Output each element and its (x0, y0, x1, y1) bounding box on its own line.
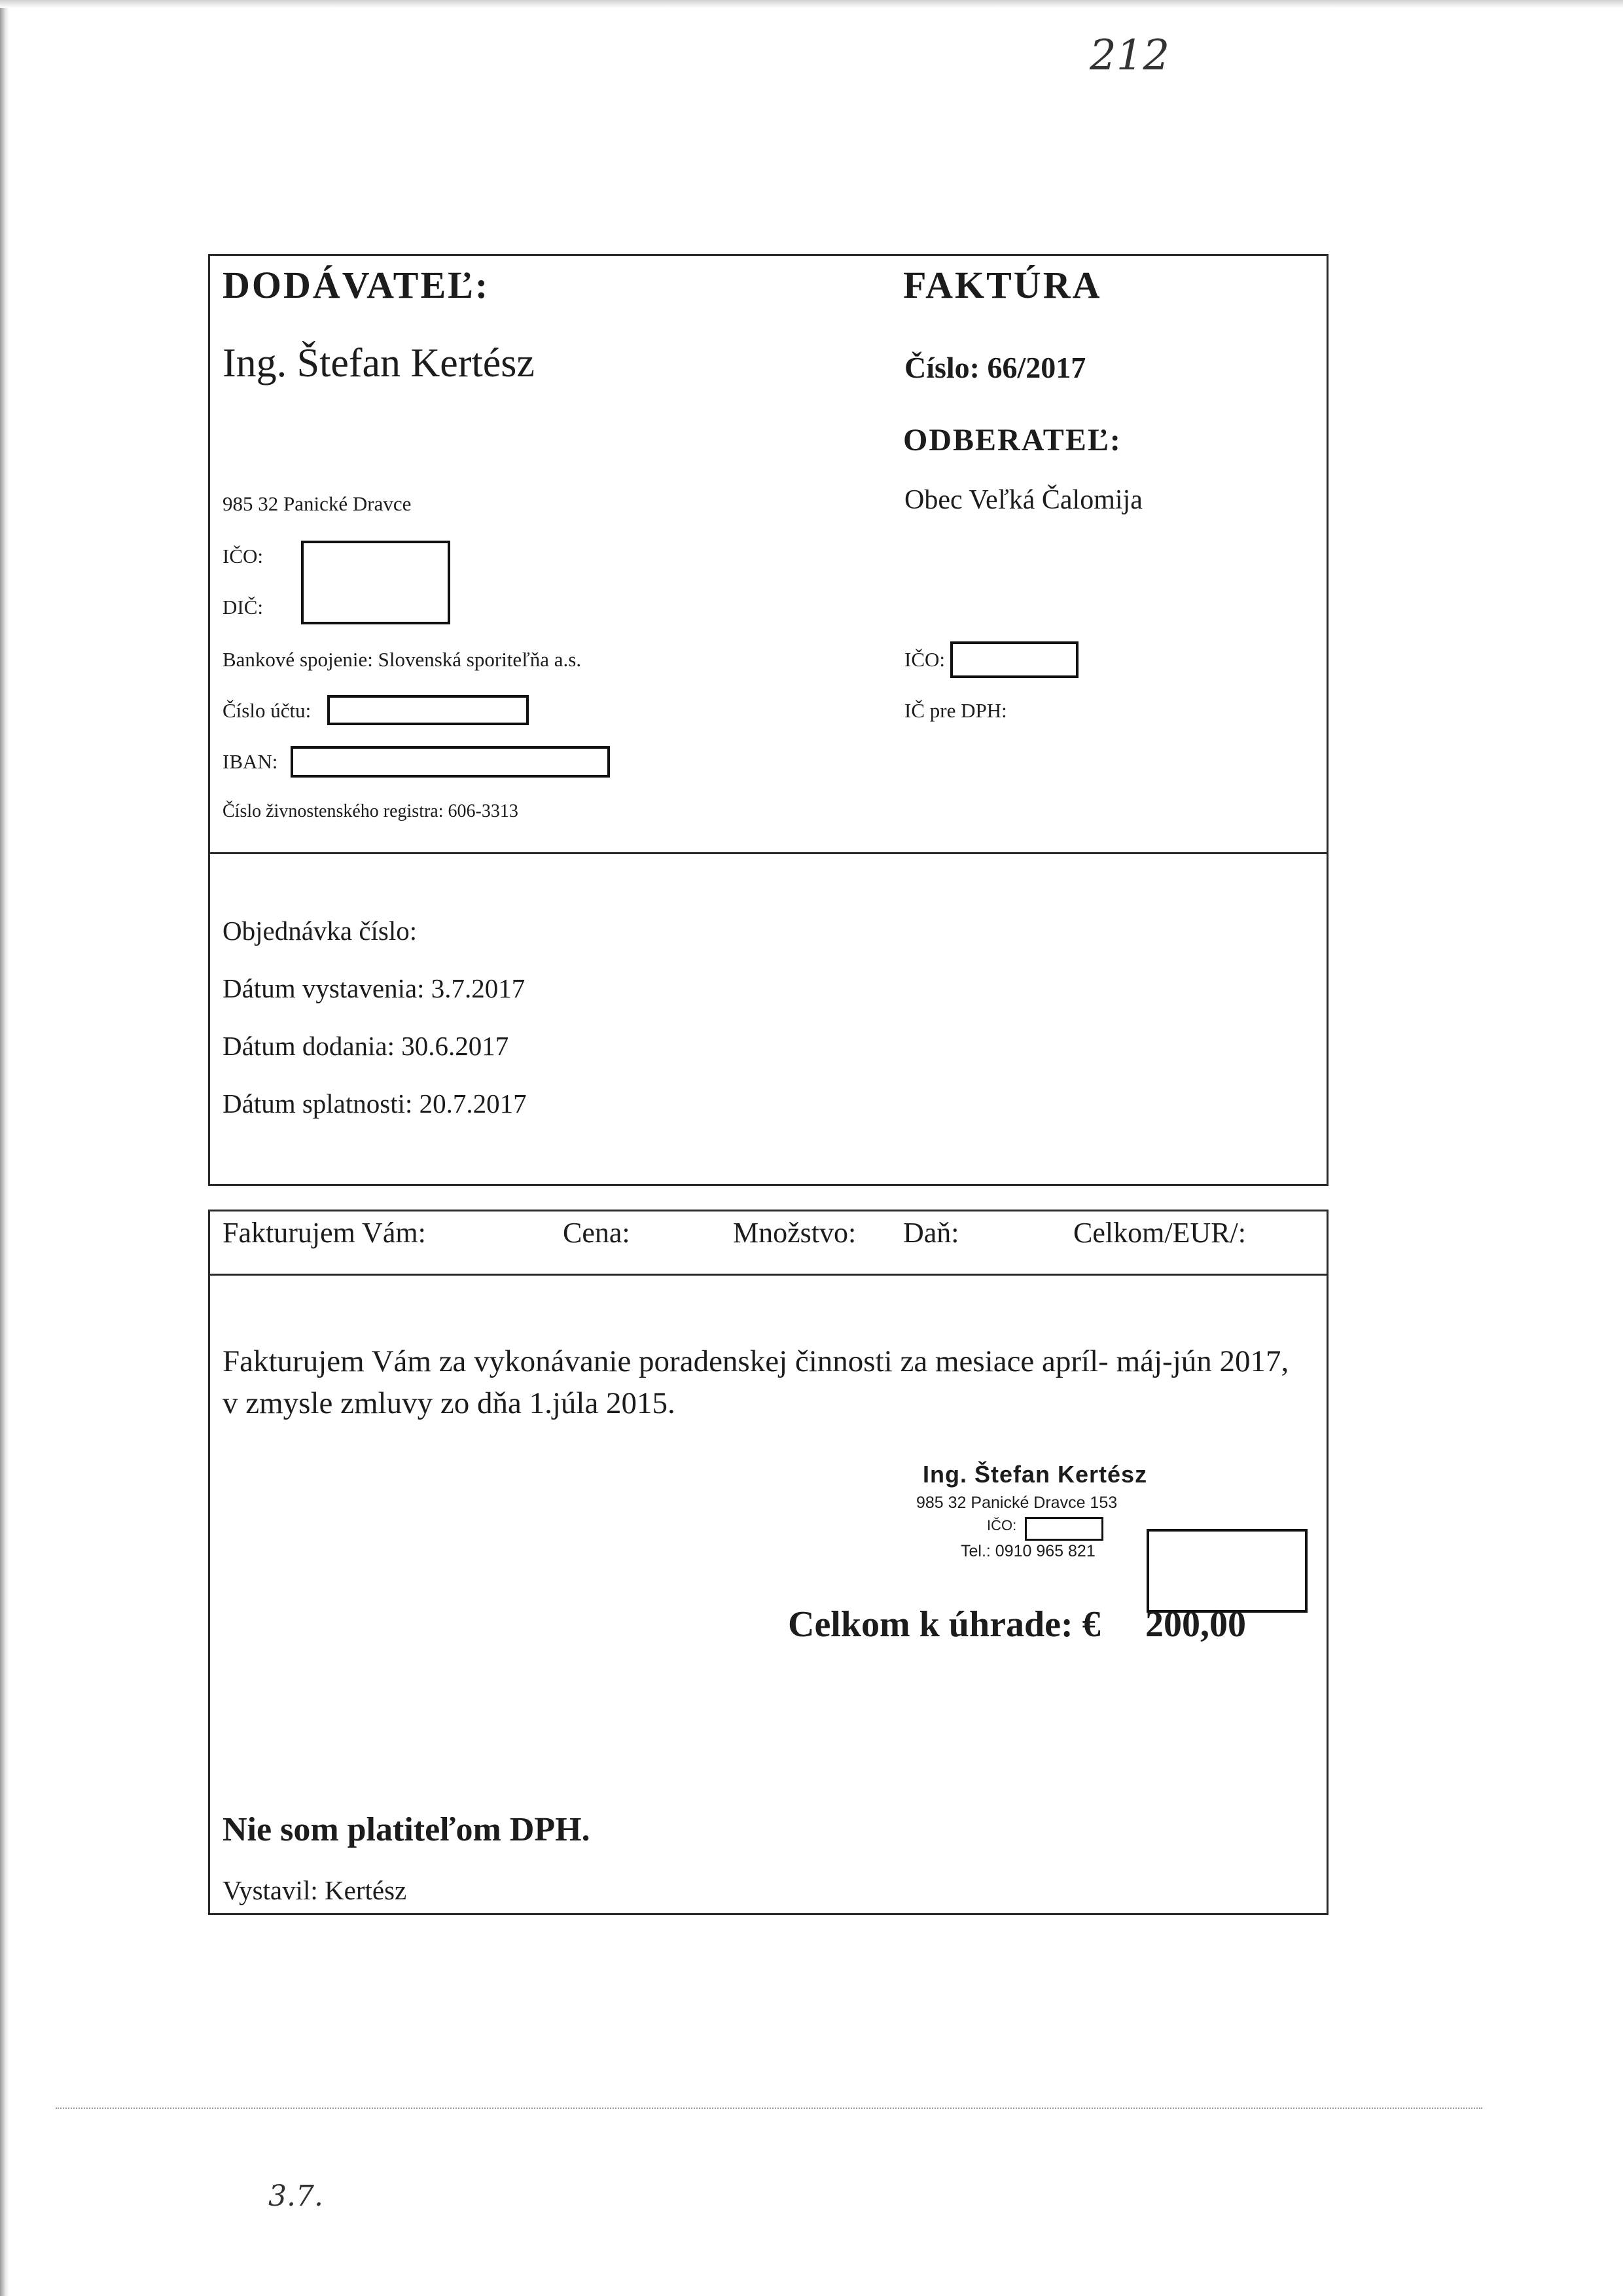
supplier-bank: Bankové spojenie: Slovenská sporiteľňa a.s. (223, 648, 582, 671)
scan-line (56, 2108, 1482, 2109)
stamp-name: Ing. Štefan Kertész (923, 1461, 1148, 1488)
scan-edge (0, 0, 9, 2296)
header-tax: Daň: (903, 1217, 959, 1249)
redacted-customer-ico (950, 641, 1079, 678)
stamp-ico-label: IČO: (987, 1517, 1017, 1534)
items-header-divider (208, 1274, 1329, 1276)
dates-box (208, 852, 1329, 1186)
invoice-heading: FAKTÚRA (903, 264, 1102, 306)
redacted-supplier-ids (301, 541, 450, 624)
header-description: Fakturujem Vám: (223, 1217, 426, 1249)
vat-note: Nie som platiteľom DPH. (223, 1811, 590, 1848)
item-description: Fakturujem Vám za vykonávanie poradenskej činnosti za mesiace apríl- máj-jún 2017, v zmysle zmluvy zo dňa 1.júla 2015. (223, 1344, 1289, 1420)
supplier-ico-label: IČO: (223, 545, 263, 567)
supplier-account-label: Číslo účtu: (223, 699, 312, 722)
redacted-iban (291, 746, 610, 778)
customer-ico-label: IČO: (904, 648, 945, 671)
handwritten-page-number: 212 (1090, 31, 1170, 80)
header-quantity: Množstvo: (733, 1217, 857, 1249)
customer-heading: ODBERATEĽ: (903, 423, 1122, 457)
supplier-iban-label: IBAN: (223, 750, 278, 773)
supplier-heading: DODÁVATEĽ: (223, 264, 490, 306)
customer-name: Obec Veľká Čalomija (904, 485, 1143, 515)
supplier-address: 985 32 Panické Dravce (223, 492, 412, 515)
delivery-date: Dátum dodania: 30.6.2017 (223, 1031, 509, 1061)
total-amount: 200,00 (1145, 1604, 1246, 1645)
redacted-account-number (327, 695, 529, 725)
header-total: Celkom/EUR/: (1073, 1217, 1246, 1249)
scan-edge-top (0, 0, 1623, 8)
total-label: Celkom k úhrade: € (788, 1604, 1101, 1645)
trade-register: Číslo živnostenského registra: 606-3313 (223, 801, 518, 821)
customer-vat-id-label: IČ pre DPH: (904, 699, 1007, 722)
invoice-number: Číslo: 66/2017 (904, 351, 1086, 384)
header-price: Cena: (563, 1217, 630, 1249)
supplier-dic-label: DIČ: (223, 596, 263, 619)
stamp-phone: Tel.: 0910 965 821 (961, 1542, 1096, 1560)
issued-by: Vystavil: Kertész (223, 1875, 407, 1905)
supplier-name: Ing. Štefan Kertész (223, 341, 535, 386)
redacted-signature (1147, 1529, 1308, 1613)
due-date: Dátum splatnosti: 20.7.2017 (223, 1088, 527, 1119)
issue-date: Dátum vystavenia: 3.7.2017 (223, 973, 526, 1003)
redacted-stamp-ico (1025, 1517, 1103, 1541)
stamp-address: 985 32 Panické Dravce 153 (916, 1494, 1118, 1512)
order-number: Objednávka číslo: (223, 916, 418, 946)
handwritten-note: 3.7. (268, 2179, 323, 2213)
